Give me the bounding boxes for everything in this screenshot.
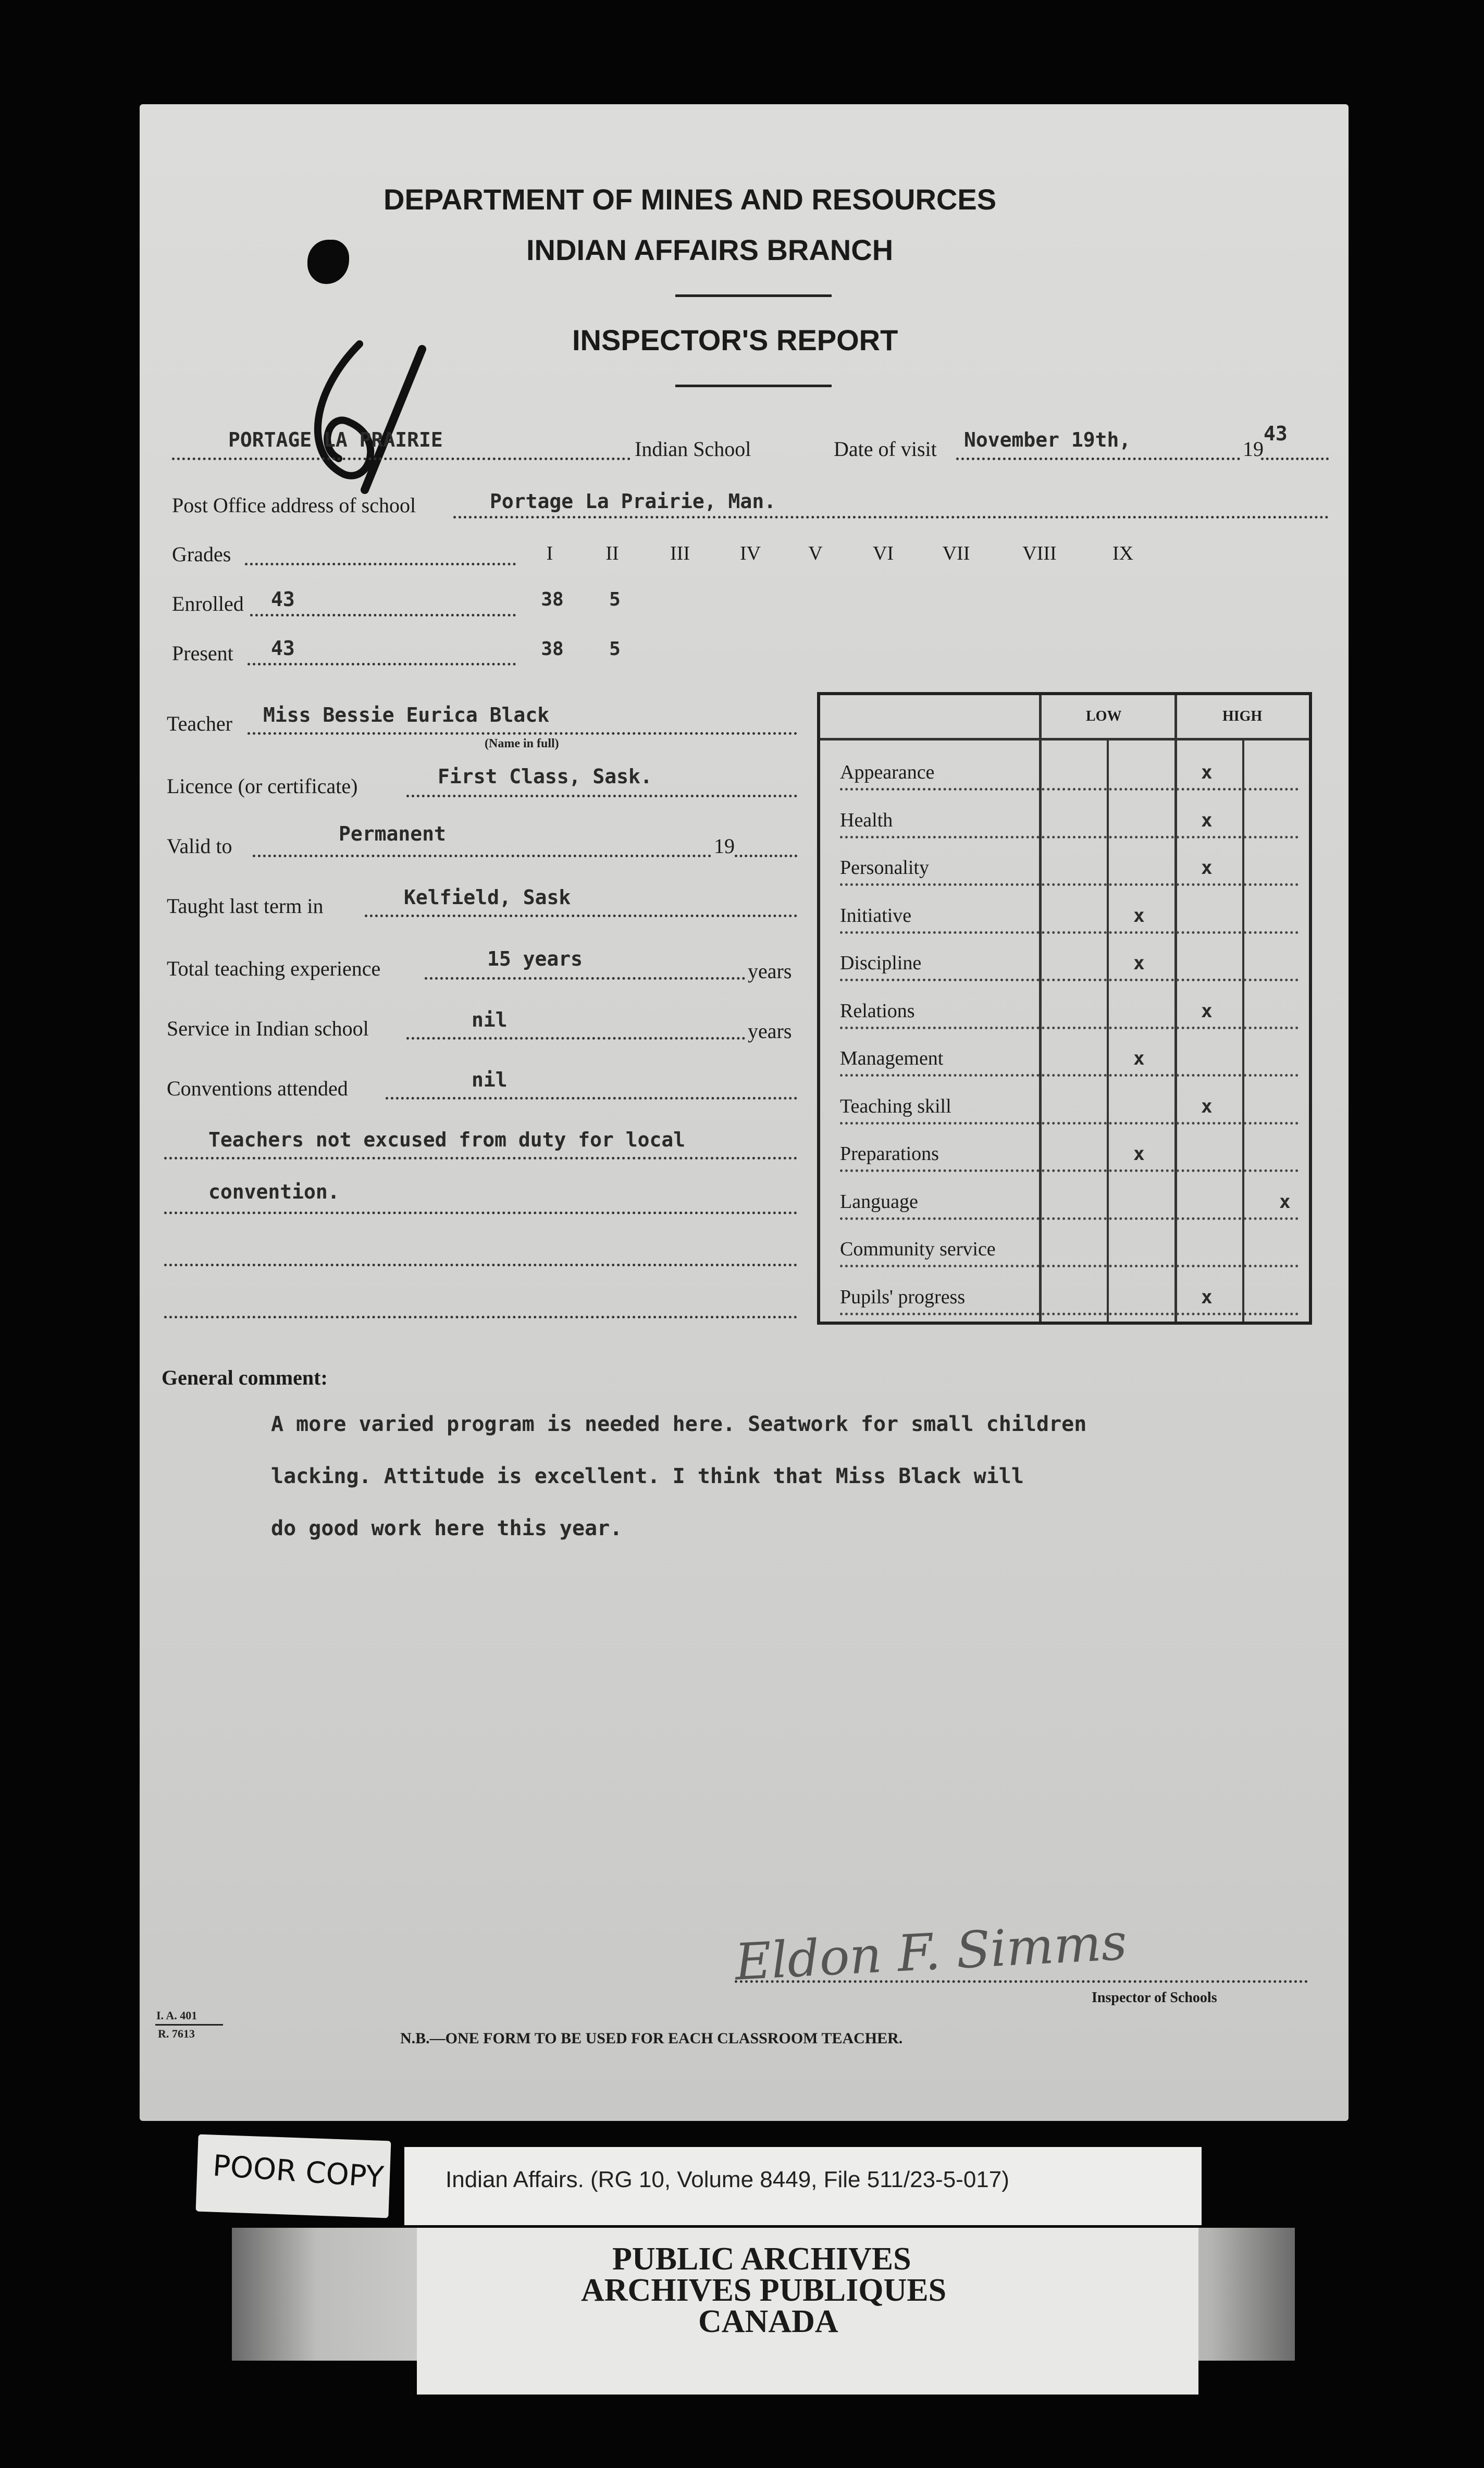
year-value: 43 [1264,422,1288,445]
archive-stamp-line-3: CANADA [698,2304,838,2339]
general-comment-line-3: do good work here this year. [271,1516,623,1540]
rating-label-discipline: Discipline [840,952,922,974]
remark-line-3 [164,1264,797,1266]
poor-copy-text: POOR COPY [212,2149,385,2195]
experience-value: 15 years [487,947,583,970]
inspector-title: Inspector of Schools [1092,1990,1217,2006]
rating-label-teaching-skill: Teaching skill [840,1095,951,1117]
present-line [248,663,516,665]
post-office-label: Post Office address of school [172,493,416,517]
rating-mark: x [1201,1286,1213,1308]
valid-to-value: Permanent [339,822,446,845]
general-comment-label: General comment: [162,1366,328,1389]
conventions-remark-1: Teachers not excused from duty for local [208,1128,686,1151]
general-comment-line-2: lacking. Attitude is excellent. I think that Miss Black will [271,1464,1024,1488]
grades-line [245,563,516,565]
enrolled-label: Enrolled [172,592,244,615]
grades-label: Grades [172,542,231,566]
rating-mark: x [1201,1095,1213,1117]
rating-mark: x [1279,1191,1291,1213]
rating-mark: x [1133,1048,1145,1069]
remark-line-4 [164,1316,797,1318]
date-of-visit-value: November 19th, [964,428,1131,451]
valid-to-label: Valid to [167,834,232,858]
grade-ix: IX [1112,542,1134,564]
rating-mark: x [1133,953,1145,974]
taught-last-term-label: Taught last term in [167,894,324,918]
low-header: LOW [1086,708,1122,724]
licence-line [406,795,797,797]
teacher-value: Miss Bessie Eurica Black [263,704,550,726]
experience-label: Total teaching experience [167,957,381,980]
rating-row-dots [840,836,1298,838]
rating-label-relations: Relations [840,999,915,1022]
rating-mark: x [1133,905,1145,927]
conventions-remark-2: convention. [208,1180,340,1203]
date-of-visit-line [956,458,1240,460]
conventions-line [386,1097,797,1100]
rating-label-appearance: Appearance [840,761,935,783]
rating-mark: x [1133,1143,1145,1165]
form-code-rule [155,2024,223,2026]
service-unit: years [748,1019,792,1043]
present-grade-ii: 5 [609,638,621,660]
rating-row-dots [840,1122,1298,1125]
grade-v: V [808,542,823,564]
grade-iv: IV [739,542,761,564]
rating-row-dots [840,1074,1298,1077]
grade-ii: II [605,542,619,564]
experience-unit: years [748,959,792,983]
present-grade-i: 38 [541,638,564,660]
form-code-1: I. A. 401 [156,2009,197,2022]
licence-value: First Class, Sask. [438,765,652,788]
remark-line-1 [164,1157,797,1159]
rating-label-preparations: Preparations [840,1143,939,1165]
conventions-label: Conventions attended [167,1077,348,1100]
rating-label-initiative: Initiative [840,904,912,927]
conventions-value: nil [472,1068,508,1091]
service-value: nil [472,1008,508,1031]
school-name-line [172,458,630,460]
valid-year-line [735,855,797,857]
rating-mark: x [1201,809,1213,831]
post-office-line [453,516,1329,519]
teacher-line [248,732,797,735]
grade-iii: III [670,542,690,564]
rating-row-dots [840,979,1298,981]
header-rule-2 [675,385,832,387]
department-heading: DEPARTMENT OF MINES AND RESOURCES [384,183,997,216]
high-header: HIGH [1222,708,1263,724]
rating-row-dots [840,1169,1298,1172]
name-in-full-note: (Name in full) [485,737,559,750]
rating-label-language: Language [840,1190,918,1213]
report-title: INSPECTOR'S REPORT [572,324,898,356]
present-label: Present [172,641,233,665]
teacher-label: Teacher [167,712,232,735]
header-rule-1 [675,294,832,297]
present-total: 43 [271,637,295,660]
rating-row-dots [840,883,1298,886]
inspector-signature: Eldon F. Simms [733,1912,1129,1992]
licence-label: Licence (or certificate) [167,774,358,798]
taught-last-term-line [365,915,797,917]
rating-row-dots [840,931,1298,934]
date-of-visit-label: Date of visit [834,437,937,461]
taught-last-term-value: Kelfield, Sask [404,886,571,909]
rating-label-management: Management [840,1047,944,1069]
grade-vi: VI [872,542,894,564]
year-line [1261,458,1329,460]
valid-to-year: 19 [714,834,735,858]
rating-row-dots [840,1027,1298,1029]
service-label: Service in Indian school [167,1017,369,1040]
remark-line-2 [164,1212,797,1214]
enrolled-line [250,614,516,616]
archive-stamp-line-1: PUBLIC ARCHIVES [612,2241,911,2277]
rating-label-personality: Personality [840,857,929,879]
rating-label-pupils-progress: Pupils' progress [840,1286,966,1308]
valid-to-line [253,855,711,857]
experience-line [425,977,745,980]
rating-row-dots [840,788,1298,791]
branch-heading: INDIAN AFFAIRS BRANCH [526,233,894,266]
rating-label-health: Health [840,809,893,831]
rating-mark: x [1201,857,1213,879]
footer-note: N.B.—ONE FORM TO BE USED FOR EACH CLASSROOM TEACHER. [400,2030,903,2047]
signature-line [735,1980,1308,1983]
rating-row-dots [840,1265,1298,1267]
form-code-2: R. 7613 [158,2027,195,2040]
handwritten-check-mark [281,334,438,505]
post-office-value: Portage La Prairie, Man. [490,490,776,513]
service-line [406,1037,745,1040]
general-comment-line-1: A more varied program is needed here. Seatwork for small children [271,1412,1087,1436]
rating-row-dots [840,1313,1298,1315]
indian-school-label: Indian School [635,437,751,461]
grade-i: I [546,542,553,564]
rating-mark: x [1201,762,1213,783]
rating-mark: x [1201,1000,1213,1022]
enrolled-total: 43 [271,588,295,611]
enrolled-grade-ii: 5 [609,589,621,610]
column-divider-low [1107,738,1109,1322]
rating-label-community-service: Community service [840,1238,996,1260]
grade-vii: VII [942,542,970,564]
year-prefix: 19 [1243,437,1264,461]
archive-stamp-line-2: ARCHIVES PUBLIQUES [581,2273,947,2308]
archive-reference: Indian Affairs. (RG 10, Volume 8449, File 511/23-5-017) [446,2167,1009,2192]
grade-viii: VIII [1022,542,1057,564]
enrolled-grade-i: 38 [541,589,564,610]
rating-row-dots [840,1217,1298,1220]
column-divider-high [1242,738,1244,1322]
school-name: PORTAGE LA PRAIRIE [228,428,443,451]
table-header-divider [820,738,1309,741]
